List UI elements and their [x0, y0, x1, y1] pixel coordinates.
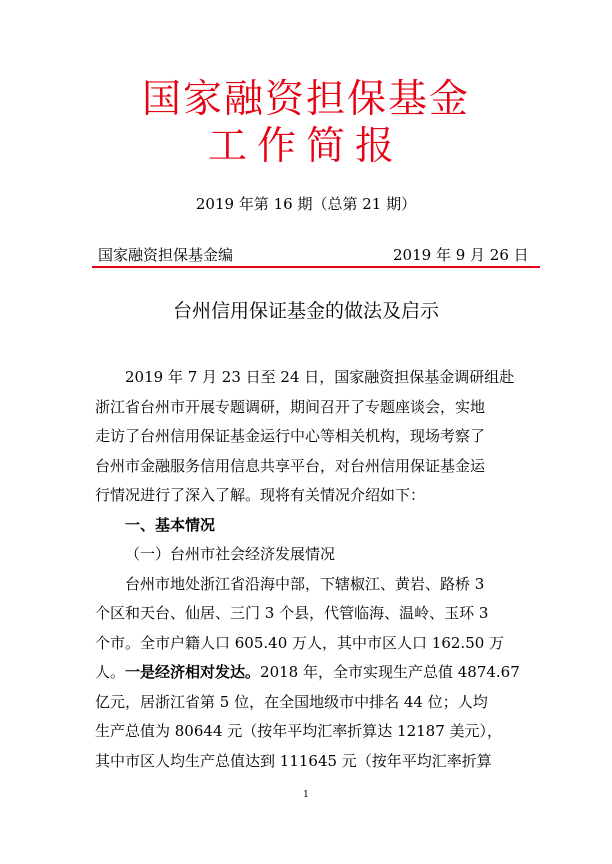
article-title: 台州信用保证基金的做法及启示 — [172, 300, 439, 322]
text-run: 人。 — [95, 663, 126, 681]
emphasis-text: 一是经济相对发达。 — [125, 663, 261, 681]
page-number: 1 — [303, 790, 309, 800]
paragraph-line: 亿元，居浙江省第 5 位，在全国地级市中排名 44 位；人均 — [95, 692, 488, 711]
article-body — [95, 363, 525, 776]
masthead-title-line1: 国家融资担保基金 — [141, 77, 470, 122]
issue-number: 2019 年第 16 期（总第 21 期） — [195, 195, 417, 213]
paragraph-line: 浙江省台州市开展专题调研，期间召开了专题座谈会，实地 — [95, 397, 486, 416]
paragraph-line: 其中市区人均生产总值达到 111645 元（按年平均汇率折算 — [95, 751, 492, 770]
paragraph-line: 2019 年 7 月 23 日至 24 日，国家融资担保基金调研组赴 — [125, 368, 515, 386]
paragraph-line — [95, 658, 525, 688]
text-run: 2018 年，全市实现生产总值 4874.67 — [260, 663, 520, 681]
paragraph-line: 个区和天台、仙居、三门 3 个县，代管临海、温岭、玉环 3 — [95, 604, 489, 622]
section-heading: 一、基本情况 — [125, 515, 216, 534]
paragraph-line: 生产总值为 80644 元（按年平均汇率折算达 12187 美元）， — [95, 722, 503, 740]
paragraph-line: 台州市地处浙江省沿海中部，下辖椒江、黄岩、路桥 3 — [125, 574, 485, 593]
paragraph-line: 走访了台州信用保证基金运行中心等相关机构，现场考察了 — [95, 427, 486, 445]
subsection-heading: （一）台州市社会经济发展情况 — [125, 545, 336, 563]
paragraph-line: 行情况进行了深入了解。现将有关情况介绍如下： — [95, 486, 426, 504]
masthead-title-line2: 工作简报 — [207, 124, 404, 169]
publish-date: 2019 年 9 月 26 日 — [393, 246, 529, 264]
red-divider — [92, 266, 540, 268]
paragraph-line: 个市。全市户籍人口 605.40 万人，其中市区人口 162.50 万 — [95, 633, 505, 652]
paragraph-line: 台州市金融服务信用信息共享平台，对台州信用保证基金运 — [95, 456, 486, 475]
compiler-label: 国家融资担保基金编 — [98, 246, 234, 264]
